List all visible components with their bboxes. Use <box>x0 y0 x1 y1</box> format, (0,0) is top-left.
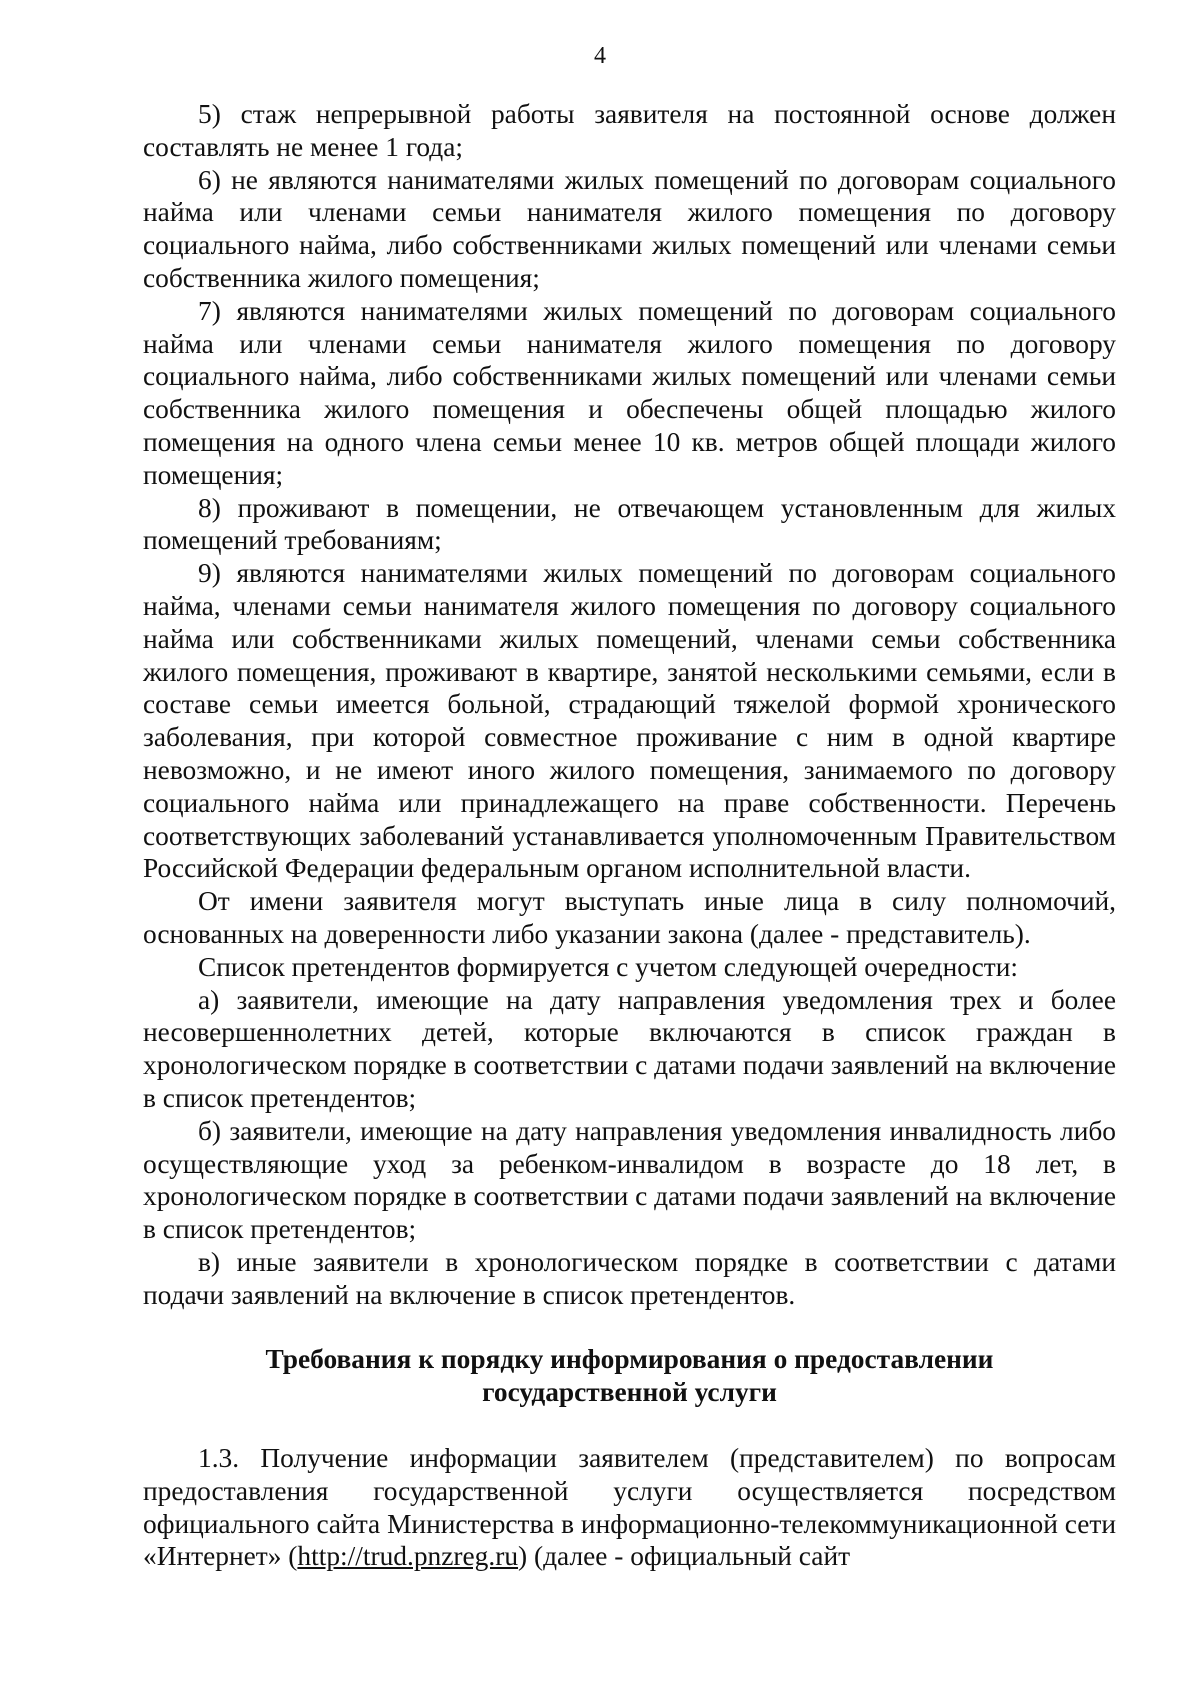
section-heading-line-1: Требования к порядку информирования о предоставлении <box>265 1344 994 1375</box>
paragraph-order-b: б) заявители, имеющие на дату направления уведомления инвалидность либо осуществляющие уход за ребенком-инвалидом в возрасте до 18 лет, в хронологическом порядке в соответствии с датами подачи заявлений на включение в список претендентов; <box>143 1115 1116 1245</box>
paragraph-1-3-text-start: 1.3. Получение информации заявителем (представителем) по вопросам предоставления государственной услуги осуществляется посредством официального сайта Министерства в информационно-телекоммуникационной сети «Интернет» ( <box>143 1443 1116 1572</box>
paragraph-item-5: 5) стаж непрерывной работы заявителя на постоянной основе должен составлять не менее 1 года; <box>143 99 1116 162</box>
paragraph-1-3-text-end: ) (далее - официальный сайт <box>518 1541 851 1572</box>
paragraph-1-3 <box>143 1442 1116 1573</box>
paragraph-representative: От имени заявителя могут выступать иные лица в силу полномочий, основанных на доверенности либо указании закона (далее - представитель). <box>143 886 1116 949</box>
paragraph-order-a: а) заявители, имеющие на дату направления уведомления трех и более несовершеннолетних детей, которые включаются в список граждан в хронологическом порядке в соответствии с датами подачи заявлений на включение в список претендентов; <box>143 984 1116 1113</box>
paragraph-item-9: 9) являются нанимателями жилых помещений по договорам социального найма, членами семьи нанимателя жилого помещения по договору социального найма или собственниками жилых помещений, членами семьи собственника жилого помещения, проживают в квартире, занятой несколькими семьями, если в составе семьи имеется больной, страдающий тяжелой формой хронического заболевания, при которой совместное проживание с ним в одной квартире невозможно, и не имеют иного жилого помещения, занимаемого по договору социального найма или принадлежащего на праве собственности. Перечень соответствующих заболеваний устанавливается уполномоченным Правительством Российской Федерации федеральным органом исполнительной власти. <box>143 558 1116 884</box>
section-heading <box>143 1343 1116 1409</box>
paragraph-item-8: 8) проживают в помещении, не отвечающем установленным для жилых помещений требованиям; <box>143 492 1116 556</box>
section-heading-line-2: государственной услуги <box>482 1377 777 1408</box>
ministry-website-link[interactable]: http://trud.pnzreg.ru <box>297 1541 519 1572</box>
document-body <box>143 98 1116 1573</box>
paragraph-order-intro: Список претендентов формируется с учетом следующей очередности: <box>198 951 1019 982</box>
page-number: 4 <box>594 43 606 69</box>
paragraph-item-7: 7) являются нанимателями жилых помещений по договорам социального найма или членами семьи нанимателя жилого помещения по договору социального найма, либо собственниками жилых помещений или членами семьи собственника жилого помещения и обеспечены общей площадью жилого помещения на одного члена семьи менее 10 кв. метров общей площади жилого помещения; <box>143 295 1116 490</box>
paragraph-item-6: 6) не являются нанимателями жилых помещений по договорам социального найма или членами семьи нанимателя жилого помещения по договору социального найма, либо собственниками жилых помещений или членами семьи собственника жилого помещения; <box>143 164 1116 293</box>
paragraph-order-c: в) иные заявители в хронологическом порядке в соответствии с датами подачи заявлений на включение в список претендентов. <box>143 1246 1116 1310</box>
